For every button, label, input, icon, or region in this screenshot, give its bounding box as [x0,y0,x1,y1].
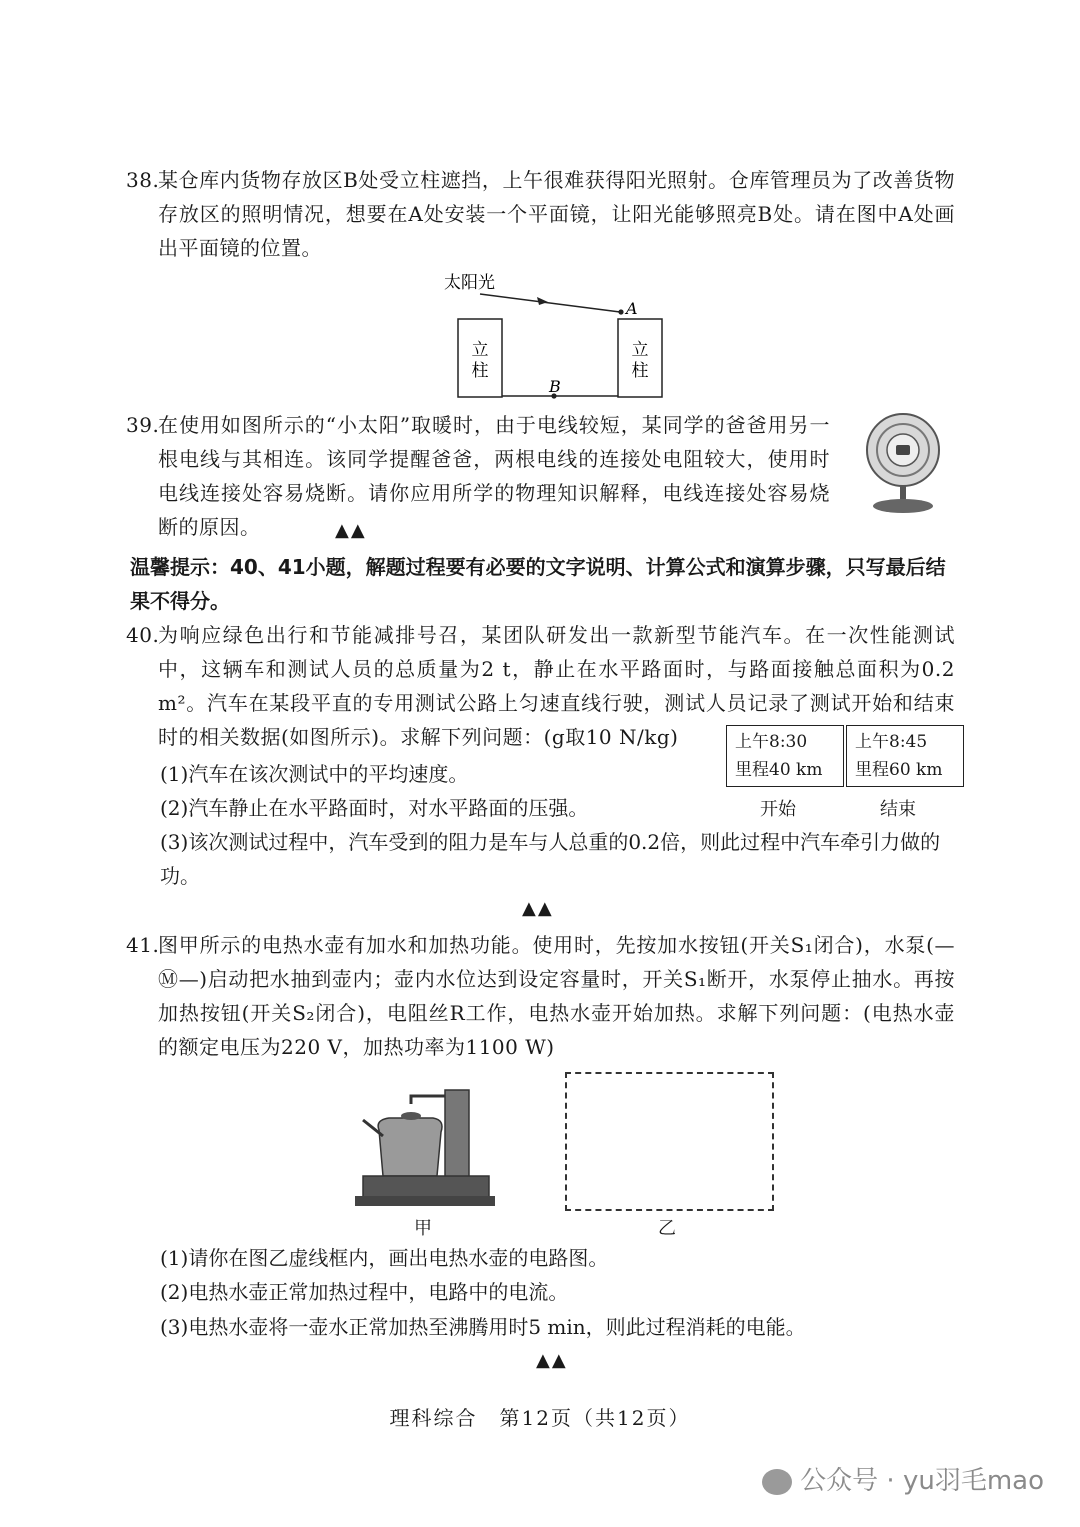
end-label: 结束 [880,799,916,820]
start-data-box [726,725,844,787]
question-text: 某仓库内货物存放区B处受立柱遮挡，上午很难获得阳光照射。仓库管理员为了改善货物存放区的照明情况，想要在A处安装一个平面镜，让阳光能够照亮B处。请在图中A处画出平面镜的位置。 [158,168,955,260]
question-number: 38. [126,168,160,192]
figure-label-jia: 甲 [414,1218,432,1239]
question-text: 图甲所示的电热水壶有加水和加热功能。使用时，先按加水按钮(开关S₁闭合)，水泵(—Ⓜ—)启动把水抽到壶内；壶内水位达到设定容量时，开关S₁断开，水泵停止抽水。再按加热按钮(开关S₂闭合)，电阻丝R工作，电热水壶开始加热。求解下列问题：(电热水壶的额定电压为220 V，加热功率为1100 W) [158,933,955,1059]
answer-marks: ▲▲ [335,520,367,541]
question-number: 41. [126,933,160,957]
sun-label: 太阳光 [444,273,495,293]
figure-label-yi: 乙 [658,1218,676,1239]
q38-diagram [440,268,680,403]
watermark: 公众号 · yu羽毛mao [762,1460,1044,1497]
pillar-left-label: 立 [471,340,489,360]
question-number: 39. [126,413,160,437]
svg-text:柱: 柱 [471,361,489,381]
q41-part-3: (3)电热水壶将一壶水正常加热至沸腾用时5 min，则此过程消耗的电能。 [160,1315,806,1339]
answer-marks: ▲▲ [522,898,554,919]
question-39 [126,408,830,544]
svg-text:柱: 柱 [631,361,649,381]
end-mileage: 里程60 km [855,760,943,780]
start-mileage: 里程40 km [735,760,823,780]
wechat-icon [762,1469,792,1495]
hint-text: 温馨提示：40、41小题，解题过程要有必要的文字说明、计算公式和演算步骤，只写最后结果不得分。 [130,555,946,613]
end-data-box [846,725,964,787]
start-label: 开始 [760,799,796,820]
question-text: 为响应绿色出行和节能减排号召，某团队研发出一款新型节能汽车。在一次性能测试中，这辆车和测试人员的总质量为2 t，静止在水平路面时，与路面接触总面积为0.2 m²。汽车在某段平直的专用测试公路上匀速直线行驶，测试人员记录了测试开始和结束时的相关数据(如图所示)。求解下列问题：(g取10 N/kg) [158,623,955,749]
q40-part-1: (1)汽车在该次测试中的平均速度。 [160,762,469,786]
start-time: 上午8:30 [735,732,808,752]
point-a-label: A [626,299,638,318]
q40-part-3: (3)该次测试过程中，汽车受到的阻力是车与人总重的0.2倍，则此过程中汽车牵引力做的功。 [160,830,941,888]
question-38 [126,163,955,265]
end-time: 上午8:45 [855,732,928,752]
question-text: 在使用如图所示的“小太阳”取暖时，由于电线较短，某同学的爸爸用另一根电线与其相连。该同学提醒爸爸，两根电线的连接处电阻较大，使用时电线连接处容易烧断。请你应用所学的物理知识解释，电线连接处容易烧断的原因。 [158,413,830,539]
page-footer: 理科综合 第12页（共12页） [389,1406,691,1430]
q41-part-1: (1)请你在图乙虚线框内，画出电热水壶的电路图。 [160,1246,609,1270]
answer-marks: ▲▲ [536,1350,568,1371]
circuit-dashed-box[interactable] [565,1072,774,1211]
heater-image [858,412,948,520]
pillar-right-label: 立 [631,340,649,360]
q41-part-2: (2)电热水壶正常加热过程中，电路中的电流。 [160,1280,569,1304]
question-number: 40. [126,623,160,647]
point-b-label: B [549,377,561,396]
q40-part-2: (2)汽车静止在水平路面时，对水平路面的压强。 [160,796,589,820]
question-41 [126,928,955,1064]
kettle-image [355,1080,495,1210]
